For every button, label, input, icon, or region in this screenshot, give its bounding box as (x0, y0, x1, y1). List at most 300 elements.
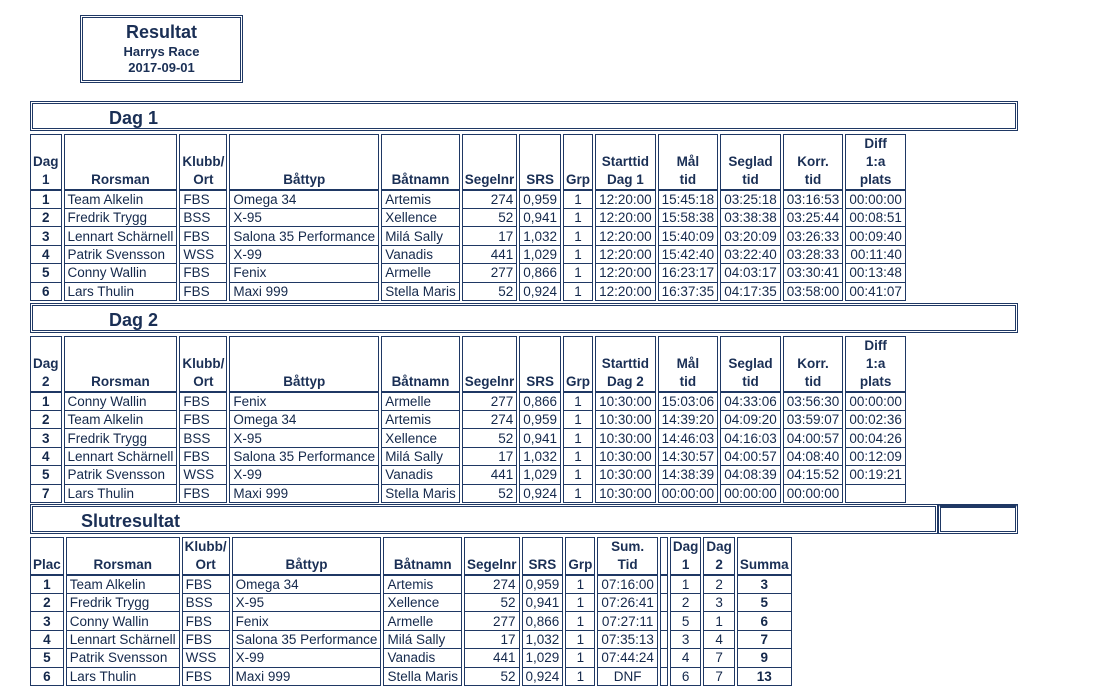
cell-rorsman: Patrik Svensson (64, 466, 178, 484)
cell-dag1: 1 (670, 575, 702, 594)
cell-klubb: BSS (182, 594, 230, 612)
cell-empty (660, 612, 668, 630)
cell-grp: 1 (565, 612, 595, 630)
cell-klubb: FBS (179, 190, 227, 209)
cell-mal: 14:46:03 (658, 429, 719, 447)
cell-srs: 0,866 (519, 264, 561, 282)
cell-empty (660, 594, 668, 612)
cell-segelnr: 52 (462, 485, 518, 503)
cell-dag2: 1 (703, 612, 735, 630)
cell-klubb: FBS (179, 411, 227, 429)
col-diff: Diff 1:a plats (845, 336, 906, 392)
cell-sum: 07:26:41 (597, 594, 658, 612)
cell-seglad: 04:00:57 (720, 448, 781, 466)
col-srs: SRS (522, 537, 564, 575)
table-row (30, 485, 906, 503)
cell-klubb: BSS (179, 209, 227, 227)
cell-empty (660, 575, 668, 594)
day2-body (30, 392, 906, 503)
day2-title: Dag 2 (109, 310, 159, 330)
cell-srs: 0,924 (519, 283, 561, 301)
cell-grp: 1 (565, 649, 595, 667)
col-mal: Mål tid (658, 134, 719, 190)
cell-grp: 1 (563, 190, 593, 209)
cell-battyp: X-95 (232, 594, 382, 612)
cell-start: 10:30:00 (595, 392, 656, 411)
cell-grp: 1 (563, 264, 593, 282)
cell-batnamn: Armelle (381, 264, 460, 282)
cell-dag2: 7 (703, 668, 735, 686)
cell-batnamn: Artemis (381, 190, 460, 209)
cell-dag2: 7 (703, 649, 735, 667)
cell-srs: 0,866 (522, 612, 564, 630)
cell-summa: 6 (737, 612, 792, 630)
cell-battyp: X-95 (229, 209, 379, 227)
col-grp: Grp (563, 336, 593, 392)
col-sum: Sum. Tid (597, 537, 658, 575)
col-grp: Grp (565, 537, 595, 575)
cell-start: 12:20:00 (595, 283, 656, 301)
cell-grp: 1 (563, 392, 593, 411)
cell-pos: 3 (30, 227, 62, 245)
cell-battyp: X-95 (229, 429, 379, 447)
table-row (30, 392, 906, 411)
cell-mal: 14:38:39 (658, 466, 719, 484)
table-row (30, 575, 792, 594)
cell-batnamn: Stella Maris (381, 485, 460, 503)
cell-battyp: X-99 (229, 466, 379, 484)
cell-pos: 5 (30, 264, 62, 282)
col-mal: Mål tid (658, 336, 719, 392)
col-srs: SRS (519, 134, 561, 190)
cell-diff: 00:13:48 (845, 264, 906, 282)
cell-battyp: Maxi 999 (232, 668, 382, 686)
cell-pos: 5 (30, 466, 62, 484)
cell-korr: 04:00:57 (783, 429, 844, 447)
cell-rorsman: Conny Wallin (66, 612, 180, 630)
col-empty (660, 537, 668, 575)
cell-mal: 14:39:20 (658, 411, 719, 429)
cell-segelnr: 17 (464, 631, 520, 649)
cell-seglad: 04:03:17 (720, 264, 781, 282)
cell-start: 10:30:00 (595, 466, 656, 484)
day1-body (30, 190, 906, 301)
cell-klubb: FBS (182, 612, 230, 630)
result-header-box (80, 15, 243, 83)
cell-battyp: X-99 (232, 649, 382, 667)
cell-srs: 0,941 (519, 429, 561, 447)
cell-rorsman: Patrik Svensson (66, 649, 180, 667)
table-row (30, 466, 906, 484)
cell-mal: 15:58:38 (658, 209, 719, 227)
cell-sum: 07:35:13 (597, 631, 658, 649)
cell-battyp: Fenix (229, 264, 379, 282)
cell-rorsman: Conny Wallin (64, 264, 178, 282)
table-row (30, 264, 906, 282)
cell-seglad: 00:00:00 (720, 485, 781, 503)
col-batnamn: Båtnamn (383, 537, 462, 575)
table-row (30, 594, 792, 612)
race-date: 2017-09-01 (128, 60, 195, 75)
cell-srs: 0,959 (519, 411, 561, 429)
col-diff: Diff 1:a plats (845, 134, 906, 190)
cell-batnamn: Stella Maris (383, 668, 462, 686)
cell-mal: 00:00:00 (658, 485, 719, 503)
cell-sum: 07:44:24 (597, 649, 658, 667)
cell-summa: 7 (737, 631, 792, 649)
col-rorsman: Rorsman (64, 134, 178, 190)
cell-klubb: FBS (179, 448, 227, 466)
cell-battyp: Salona 35 Performance (232, 631, 382, 649)
col-segelnr: Segelnr (464, 537, 520, 575)
cell-mal: 15:45:18 (658, 190, 719, 209)
cell-batnamn: Artemis (383, 575, 462, 594)
cell-summa: 5 (737, 594, 792, 612)
cell-diff: 00:11:40 (845, 246, 906, 264)
cell-grp: 1 (563, 209, 593, 227)
cell-rorsman: Lennart Schärnell (64, 448, 178, 466)
cell-grp: 1 (563, 227, 593, 245)
cell-dag1: 6 (670, 668, 702, 686)
cell-seglad: 04:17:35 (720, 283, 781, 301)
cell-korr: 03:59:07 (783, 411, 844, 429)
cell-pos: 2 (30, 209, 62, 227)
cell-batnamn: Vanadis (381, 246, 460, 264)
cell-rorsman: Team Alkelin (66, 575, 180, 594)
cell-dag1: 3 (670, 631, 702, 649)
cell-segelnr: 277 (462, 264, 518, 282)
cell-batnamn: Armelle (381, 392, 460, 411)
final-header-row (30, 537, 792, 575)
cell-segelnr: 274 (462, 411, 518, 429)
cell-batnamn: Milá Sally (381, 448, 460, 466)
cell-segelnr: 52 (462, 429, 518, 447)
final-title-side (938, 504, 1018, 534)
cell-grp: 1 (563, 448, 593, 466)
cell-korr: 03:25:44 (783, 209, 844, 227)
cell-start: 12:20:00 (595, 209, 656, 227)
cell-pos: 1 (30, 190, 62, 209)
cell-segelnr: 52 (464, 594, 520, 612)
cell-seglad: 03:25:18 (720, 190, 781, 209)
cell-summa: 13 (737, 668, 792, 686)
cell-pos: 4 (30, 246, 62, 264)
cell-start: 12:20:00 (595, 246, 656, 264)
cell-plac: 5 (30, 649, 64, 667)
col-segelnr: Segelnr (462, 134, 518, 190)
cell-korr: 03:58:00 (783, 283, 844, 301)
table-row (30, 209, 906, 227)
cell-rorsman: Lennart Schärnell (64, 227, 178, 245)
col-klubb: Klubb/ Ort (182, 537, 230, 575)
cell-seglad: 04:08:39 (720, 466, 781, 484)
day2-title-bar (30, 303, 1018, 333)
col-rorsman: Rorsman (64, 336, 178, 392)
cell-battyp: Maxi 999 (229, 485, 379, 503)
cell-srs: 0,959 (522, 575, 564, 594)
cell-segelnr: 17 (462, 227, 518, 245)
cell-rorsman: Conny Wallin (64, 392, 178, 411)
cell-battyp: Omega 34 (229, 190, 379, 209)
cell-seglad: 04:09:20 (720, 411, 781, 429)
final-title-bar (30, 504, 938, 534)
cell-segelnr: 274 (464, 575, 520, 594)
col-segelnr: Segelnr (462, 336, 518, 392)
cell-battyp: Omega 34 (229, 411, 379, 429)
cell-seglad: 03:20:09 (720, 227, 781, 245)
cell-dag1: 5 (670, 612, 702, 630)
cell-pos: 3 (30, 429, 62, 447)
col-seglad: Seglad tid (720, 336, 781, 392)
col-klubb: Klubb/ Ort (179, 336, 227, 392)
cell-diff (845, 485, 906, 503)
col-rorsman: Rorsman (66, 537, 180, 575)
cell-batnamn: Xellence (383, 594, 462, 612)
table-row (30, 227, 906, 245)
col-battyp: Båttyp (232, 537, 382, 575)
race-name: Harrys Race (123, 44, 200, 59)
cell-srs: 1,032 (519, 448, 561, 466)
cell-start: 12:20:00 (595, 227, 656, 245)
cell-klubb: WSS (179, 466, 227, 484)
cell-mal: 15:42:40 (658, 246, 719, 264)
cell-klubb: FBS (182, 668, 230, 686)
cell-segelnr: 441 (462, 466, 518, 484)
cell-pos: 1 (30, 392, 62, 411)
cell-klubb: WSS (182, 649, 230, 667)
col-batnamn: Båtnamn (381, 134, 460, 190)
cell-grp: 1 (563, 283, 593, 301)
cell-korr: 03:16:53 (783, 190, 844, 209)
cell-plac: 3 (30, 612, 64, 630)
cell-srs: 1,029 (519, 466, 561, 484)
cell-mal: 16:37:35 (658, 283, 719, 301)
cell-battyp: Salona 35 Performance (229, 448, 379, 466)
cell-srs: 0,924 (522, 668, 564, 686)
col-korr: Korr. tid (783, 336, 844, 392)
cell-klubb: FBS (182, 631, 230, 649)
cell-batnamn: Armelle (383, 612, 462, 630)
cell-start: 10:30:00 (595, 429, 656, 447)
cell-pos: 4 (30, 448, 62, 466)
cell-battyp: Omega 34 (232, 575, 382, 594)
table-row (30, 649, 792, 667)
cell-rorsman: Fredrik Trygg (66, 594, 180, 612)
cell-korr: 00:00:00 (783, 485, 844, 503)
day1-table (28, 134, 908, 301)
cell-srs: 1,032 (519, 227, 561, 245)
cell-batnamn: Vanadis (381, 466, 460, 484)
cell-segelnr: 277 (462, 392, 518, 411)
cell-dag1: 4 (670, 649, 702, 667)
final-title: Slutresultat (81, 511, 181, 531)
cell-start: 10:30:00 (595, 448, 656, 466)
cell-empty (660, 649, 668, 667)
cell-rorsman: Lars Thulin (64, 485, 178, 503)
col-dag2: Dag 2 (703, 537, 735, 575)
cell-dag1: 2 (670, 594, 702, 612)
cell-plac: 6 (30, 668, 64, 686)
cell-klubb: FBS (179, 264, 227, 282)
table-row (30, 283, 906, 301)
col-summa: Summa (737, 537, 792, 575)
cell-start: 12:20:00 (595, 264, 656, 282)
cell-klubb: FBS (179, 392, 227, 411)
final-body (30, 575, 792, 686)
cell-rorsman: Fredrik Trygg (64, 209, 178, 227)
cell-mal: 16:23:17 (658, 264, 719, 282)
cell-dag2: 2 (703, 575, 735, 594)
cell-grp: 1 (563, 429, 593, 447)
cell-mal: 15:40:09 (658, 227, 719, 245)
cell-srs: 0,941 (522, 594, 564, 612)
col-plac: Plac (30, 537, 64, 575)
cell-mal: 15:03:06 (658, 392, 719, 411)
col-start: Starttid Dag 2 (595, 336, 656, 392)
col-srs: SRS (519, 336, 561, 392)
cell-start: 10:30:00 (595, 411, 656, 429)
cell-pos: 2 (30, 411, 62, 429)
cell-rorsman: Lars Thulin (64, 283, 178, 301)
cell-rorsman: Patrik Svensson (64, 246, 178, 264)
cell-start: 12:20:00 (595, 190, 656, 209)
cell-diff: 00:09:40 (845, 227, 906, 245)
cell-rorsman: Team Alkelin (64, 411, 178, 429)
col-korr: Korr. tid (783, 134, 844, 190)
cell-sum: 07:16:00 (597, 575, 658, 594)
cell-segelnr: 441 (462, 246, 518, 264)
cell-plac: 4 (30, 631, 64, 649)
cell-korr: 03:30:41 (783, 264, 844, 282)
cell-batnamn: Xellence (381, 209, 460, 227)
table-row (30, 190, 906, 209)
cell-grp: 1 (563, 466, 593, 484)
col-seglad: Seglad tid (720, 134, 781, 190)
cell-segelnr: 52 (462, 283, 518, 301)
cell-sum: 07:27:11 (597, 612, 658, 630)
col-start: Starttid Dag 1 (595, 134, 656, 190)
table-row (30, 631, 792, 649)
col-klubb: Klubb/ Ort (179, 134, 227, 190)
cell-mal: 14:30:57 (658, 448, 719, 466)
cell-batnamn: Stella Maris (381, 283, 460, 301)
table-row (30, 429, 906, 447)
cell-dag2: 3 (703, 594, 735, 612)
cell-sum: DNF (597, 668, 658, 686)
cell-pos: 7 (30, 485, 62, 503)
cell-battyp: Fenix (232, 612, 382, 630)
cell-korr: 03:28:33 (783, 246, 844, 264)
cell-empty (660, 631, 668, 649)
cell-klubb: FBS (179, 485, 227, 503)
cell-rorsman: Lars Thulin (66, 668, 180, 686)
day1-header-row (30, 134, 906, 190)
cell-diff: 00:08:51 (845, 209, 906, 227)
cell-srs: 1,029 (519, 246, 561, 264)
cell-battyp: Maxi 999 (229, 283, 379, 301)
cell-klubb: FBS (179, 283, 227, 301)
final-table (28, 537, 794, 686)
cell-grp: 1 (563, 411, 593, 429)
col-dag1: Dag 1 (670, 537, 702, 575)
cell-segelnr: 441 (464, 649, 520, 667)
cell-klubb: FBS (179, 227, 227, 245)
cell-grp: 1 (565, 668, 595, 686)
table-row (30, 668, 792, 686)
cell-diff: 00:02:36 (845, 411, 906, 429)
cell-seglad: 03:22:40 (720, 246, 781, 264)
table-row (30, 612, 792, 630)
cell-grp: 1 (565, 631, 595, 649)
cell-segelnr: 52 (464, 668, 520, 686)
table-row (30, 448, 906, 466)
cell-segelnr: 274 (462, 190, 518, 209)
cell-rorsman: Lennart Schärnell (66, 631, 180, 649)
cell-batnamn: Xellence (381, 429, 460, 447)
cell-korr: 04:08:40 (783, 448, 844, 466)
cell-plac: 1 (30, 575, 64, 594)
cell-plac: 2 (30, 594, 64, 612)
cell-pos: 6 (30, 283, 62, 301)
cell-klubb: BSS (179, 429, 227, 447)
cell-srs: 0,959 (519, 190, 561, 209)
cell-klubb: FBS (182, 575, 230, 594)
cell-segelnr: 277 (464, 612, 520, 630)
col-pos: Dag 2 (30, 336, 62, 392)
cell-grp: 1 (563, 246, 593, 264)
cell-srs: 0,924 (519, 485, 561, 503)
cell-klubb: WSS (179, 246, 227, 264)
col-pos: Dag 1 (30, 134, 62, 190)
cell-korr: 03:26:33 (783, 227, 844, 245)
cell-batnamn: Artemis (381, 411, 460, 429)
cell-seglad: 04:16:03 (720, 429, 781, 447)
cell-battyp: Fenix (229, 392, 379, 411)
cell-dag2: 4 (703, 631, 735, 649)
cell-batnamn: Vanadis (383, 649, 462, 667)
col-battyp: Båttyp (229, 336, 379, 392)
cell-diff: 00:12:09 (845, 448, 906, 466)
cell-segelnr: 52 (462, 209, 518, 227)
table-row (30, 246, 906, 264)
cell-diff: 00:00:00 (845, 190, 906, 209)
cell-summa: 9 (737, 649, 792, 667)
cell-empty (660, 668, 668, 686)
day1-title: Dag 1 (109, 108, 159, 128)
cell-diff: 00:41:07 (845, 283, 906, 301)
day2-header-row (30, 336, 906, 392)
cell-summa: 3 (737, 575, 792, 594)
col-grp: Grp (563, 134, 593, 190)
col-batnamn: Båtnamn (381, 336, 460, 392)
cell-seglad: 03:38:38 (720, 209, 781, 227)
cell-srs: 0,866 (519, 392, 561, 411)
cell-srs: 1,032 (522, 631, 564, 649)
cell-srs: 0,941 (519, 209, 561, 227)
result-title: Resultat (125, 22, 197, 42)
cell-rorsman: Fredrik Trygg (64, 429, 178, 447)
cell-rorsman: Team Alkelin (64, 190, 178, 209)
col-battyp: Båttyp (229, 134, 379, 190)
cell-korr: 04:15:52 (783, 466, 844, 484)
day2-table (28, 336, 908, 503)
cell-segelnr: 17 (462, 448, 518, 466)
cell-batnamn: Milá Sally (383, 631, 462, 649)
cell-start: 10:30:00 (595, 485, 656, 503)
cell-korr: 03:56:30 (783, 392, 844, 411)
cell-diff: 00:04:26 (845, 429, 906, 447)
day1-title-bar (30, 101, 1018, 131)
